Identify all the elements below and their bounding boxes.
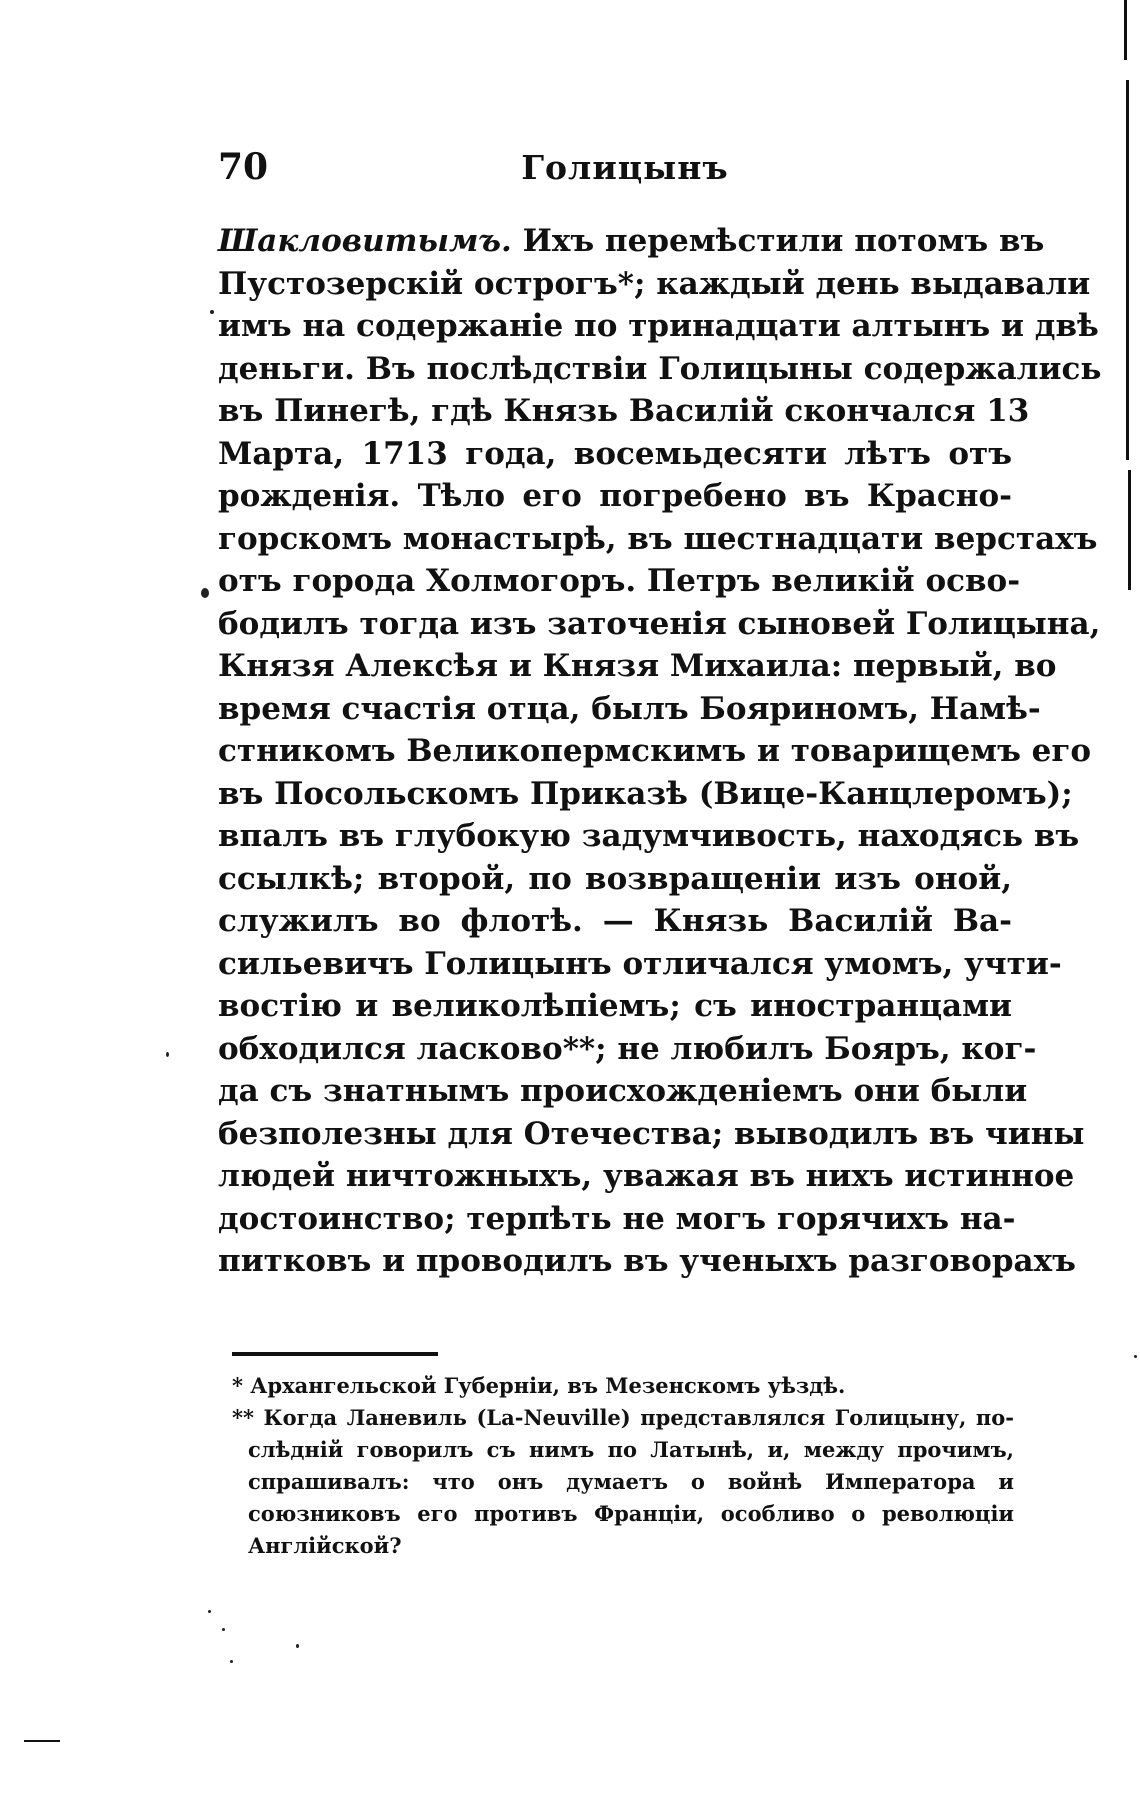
line-text: въ Пинегѣ, гдѣ Князь Василій скончался 13 [218, 393, 1030, 429]
footnotes [232, 1370, 1014, 1562]
body-text [218, 220, 1102, 1283]
text-line [218, 815, 1080, 858]
footnote-line: спрашивалъ: что онъ думаетъ о войнѣ Императора и [248, 1469, 1014, 1494]
text-line [218, 475, 1012, 518]
italic-name: Шакловитымъ. [218, 223, 512, 259]
line-text: рожденія. Тѣло его погребено въ Красно- [218, 478, 1012, 514]
text-line [218, 900, 1012, 943]
line-text: Ихъ перемѣстили потомъ въ [511, 223, 1045, 259]
line-text: да съ знатнымъ происхожденіемъ они были [218, 1073, 1028, 1109]
scan-speck [210, 310, 214, 314]
scan-speck [166, 1052, 169, 1057]
scan-speck [222, 1628, 225, 1631]
line-text: обходился ласково**; не любилъ Бояръ, ког- [218, 1030, 1037, 1067]
text-line [218, 390, 1030, 433]
line-text: людей ничтожныхъ, уважая въ нихъ истинное [218, 1158, 1075, 1194]
line-text: имъ на содержаніе по тринадцати алтынъ и двѣ [218, 308, 1099, 344]
line-text: отъ города Холмогоръ. Петръ великій осво- [218, 563, 1021, 599]
scan-speck [296, 1644, 299, 1648]
line-text: сильевичъ Голицынъ отличался умомъ, учти- [218, 945, 1062, 982]
scan-edge-line [1124, 0, 1127, 60]
text-line [218, 263, 1091, 306]
line-text: Князя Алексѣя и Князя Михаила: первый, во [218, 648, 1057, 684]
line-text: ссылкѣ; второй, по возвращеніи изъ оной, [218, 860, 1012, 897]
text-line [218, 518, 1098, 561]
text-line [218, 858, 1012, 901]
line-text: востію и великолѣпіемъ; съ иностранцами [218, 988, 1012, 1024]
line-text: бодилъ тогда изъ заточенія сыновей Голицына, [218, 605, 1101, 642]
text-line [218, 433, 1012, 476]
scan-edge-line [1128, 470, 1131, 590]
running-title: Голицынъ [521, 148, 729, 187]
scan-speck [208, 1610, 211, 1613]
line-text: деньги. Въ послѣдствіи Голицыны содержались [218, 350, 1102, 387]
line-text: стникомъ Великопермскимъ и товарищемъ его [218, 733, 1092, 769]
footnote-line: Англійской? [248, 1533, 402, 1558]
text-line [218, 688, 1041, 731]
footnote-rule [232, 1352, 438, 1356]
text-line [218, 603, 1101, 646]
line-text: служилъ во флотѣ. — Князь Василій Ва- [218, 903, 1012, 939]
page-header [218, 146, 1012, 196]
text-line [218, 1070, 1028, 1113]
footnote-line: союзниковъ его противъ Франціи, особливо о революціи [248, 1501, 1014, 1526]
text-line [218, 943, 1062, 986]
text-line [218, 348, 1102, 391]
footnote-line: * Архангельской Губерніи, въ Мезенскомъ уѣздѣ. [232, 1373, 846, 1398]
line-text: безполезны для Отечества; выводилъ въ чины [218, 1115, 1085, 1152]
text-line [218, 645, 1057, 688]
scan-speck [230, 1660, 233, 1663]
line-text: время счастія отца, былъ Бояриномъ, Намѣ- [218, 690, 1041, 727]
footnote-line: слѣдній говорилъ съ нимъ по Латынѣ, и, между прочимъ, [248, 1437, 1014, 1462]
line-text: питковъ и проводилъ въ ученыхъ разговорахъ [218, 1243, 1076, 1279]
line-text: Марта, 1713 года, восемьдесяти лѣтъ отъ [218, 435, 1012, 472]
line-text: впалъ въ глубокую задумчивость, находясь въ [218, 818, 1080, 854]
scan-speck [201, 588, 209, 598]
line-text: въ Посольскомъ Приказѣ (Вице-Канцлеромъ); [218, 775, 1073, 812]
text-line [218, 1113, 1085, 1156]
scan-edge-line [1126, 80, 1129, 460]
page-number: 70 [218, 146, 269, 188]
line-text: Пустозерскій острогъ*; каждый день выдавали [218, 265, 1091, 302]
text-line [218, 1155, 1075, 1198]
scan-speck [1134, 1355, 1137, 1358]
text-line [218, 220, 1045, 263]
text-line [218, 1240, 1076, 1283]
scan-edge-line [24, 1740, 60, 1742]
text-line [218, 560, 1021, 603]
text-line [218, 985, 1012, 1028]
text-line [218, 1198, 1016, 1241]
text-line [218, 305, 1099, 348]
text-line [218, 730, 1092, 773]
text-line [218, 1028, 1037, 1071]
footnote-line: ** Когда Ланевиль (La-Neuville) представлялся Голицыну, по- [232, 1405, 1014, 1430]
line-text: горскомъ монастырѣ, въ шестнадцати верстахъ [218, 520, 1098, 557]
text-line [218, 773, 1073, 816]
line-text: достоинство; терпѣть не могъ горячихъ на- [218, 1200, 1016, 1237]
